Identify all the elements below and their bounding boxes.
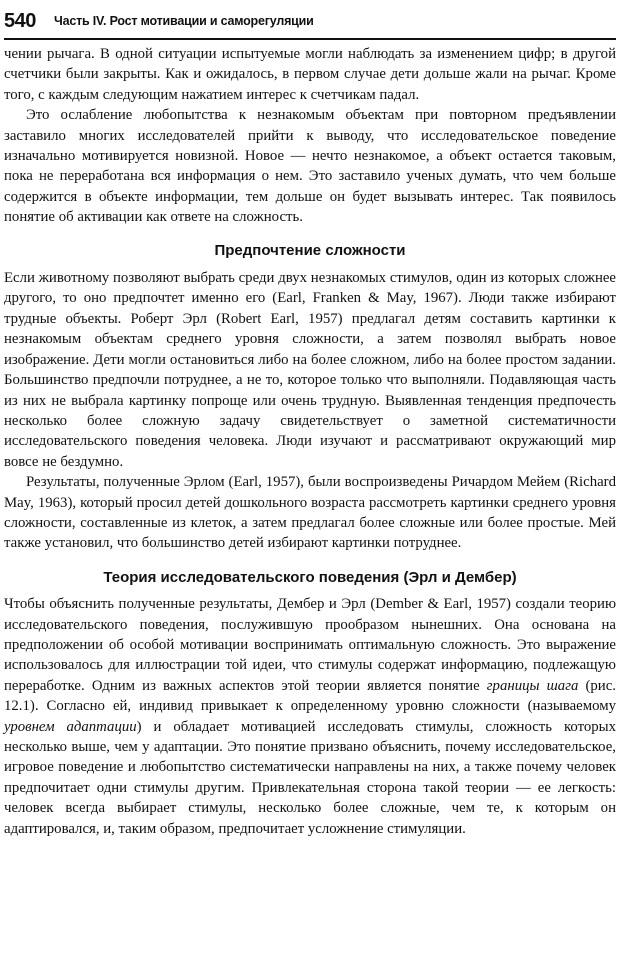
page-header — [4, 8, 616, 38]
section-heading-complexity-preference: Предпочтение сложности — [214, 241, 406, 259]
header-rule — [4, 38, 616, 40]
paragraph: Если животному позволяют выбрать среди двух незнакомых стимулов, один из которых сложнее другого, то оно предпочтет именно его (Earl, Franken & May, 1967). Люди также избирают трудные объекты. Роберт Эрл (Robert Earl, 1957) предлагал детям составить картинки к незнакомым объектам среднего уровня сложности, а затем позволял выбрать новое изображение. Дети могли остановиться либо на более сложном, либо на более простом задании. Большинство предпочли потруднее, а не то, которое только что выполняли. Подавляющая часть из них не выбрала картинку попроще или очень трудную. Выявленная тенденция предпочесть несколько более сложную задачу свидетельствует о заметной систематичности исследовательского поведения человека. Люди изучают и рассматривают окружающий мир вовсе не бездумно. — [4, 270, 616, 470]
page-number: 540 — [4, 10, 36, 32]
text-run: Чтобы объяснить полученные результаты, Дембер и Эрл (Dember & Earl, 1957) создали теорию исследовательского поведения, послужившую прообразом нынешних. Она основана на предположении об особой мотивации воспринимать оптимальную сложность. Это выражение использовалось для иллюстрации той идеи, что стимулы содержат информацию, подлежащую переработке. Одним из важных аспектов этой теории является понятие — [4, 596, 616, 694]
running-head: Часть IV. Рост мотивации и саморегуляции — [54, 14, 314, 28]
term-adaptation-level: уровнем адаптации — [4, 718, 137, 735]
body-text — [4, 44, 616, 839]
paragraph: Результаты, полученные Эрлом (Earl, 1957), были воспроизведены Ричардом Мейем (Richard May, 1963), который просил детей дошкольного возраста рассмотреть картинки среднего уровня сложности, составленные из клеток, а затем предлагал более сложные или более простые. Мей также установил, что большинство детей избирают картинки потруднее. — [4, 474, 616, 552]
text-run: ) и обладает мотивацией исследовать стимулы, сложность которых несколько выше, чем у адаптации. Это понятие призвано объяснить, почему исследовательское, игровое поведение и любопытство систематически направлены на них, а также почему человек предпочитает одни стимулы другим. Привлекательная сторона такой теории — ее легкость: человек всегда выбирает стимулы, несколько более сложные, чем те, к которым он адаптировался, и, таким образом, предпочитает усложнение стимуляции. — [4, 718, 616, 837]
text-run: (рис. 12.1). Согласно ей, индивид привыкает к определенному уровню сложности (называемому — [4, 677, 616, 715]
paragraph-continued: чении рычага. В одной ситуации испытуемые могли наблюдать за изменением цифр; в другой счетчики были закрыты. Как и ожидалось, в первом случае дети дольше жали на рычаг. Кроме того, с каждым следующим нажатием интерес к счетчикам падал. — [4, 46, 616, 103]
term-step-boundary: границы шага — [486, 677, 579, 694]
section-heading-exploratory-theory: Теория исследовательского поведения (Эрл и Дембер) — [103, 568, 517, 586]
paragraph — [4, 594, 616, 839]
paragraph: Это ослабление любопытства к незнакомым объектам при повторном предъявлении заставило многих исследователей прийти к выводу, что исследовательское поведение изначально мотивируется новизной. Новое — нечто незнакомое, а объект остается таковым, пока не переработана вся информация о нем. Это заставило ученых думать, что чем больше содержится в объекте информации, тем дольше он будет вызывать интерес. Так появилось понятие об активации как ответе на сложность. — [4, 107, 616, 226]
